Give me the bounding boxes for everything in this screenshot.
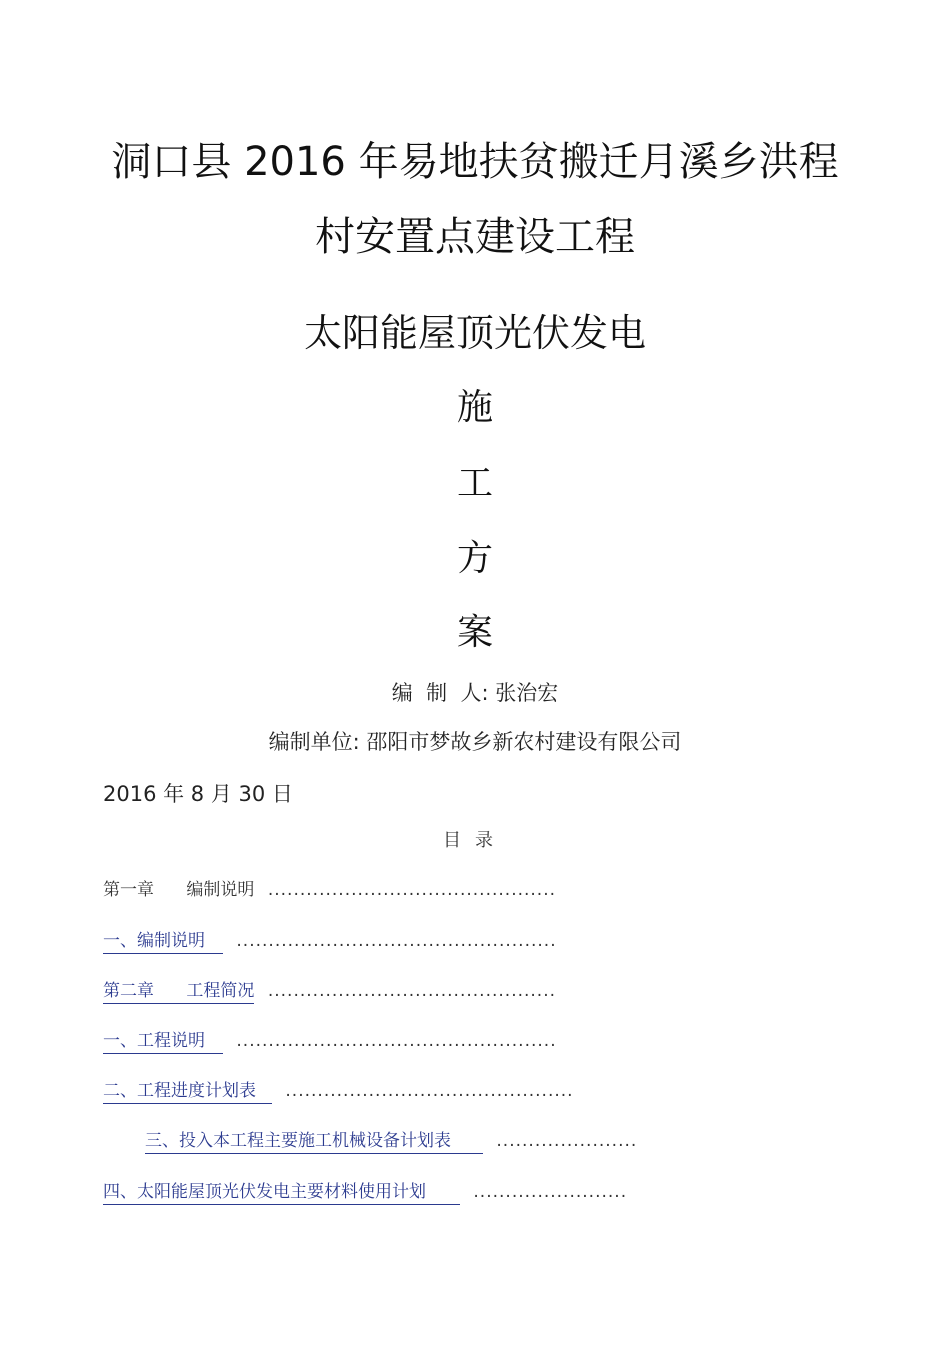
toc-item[interactable] (103, 1029, 557, 1054)
toc-item-link[interactable]: 第二章 工程简况 (103, 979, 254, 1004)
toc-item-dots: .................................................. (236, 931, 557, 951)
unit-label: 编制单位: (268, 730, 360, 754)
toc-item-link[interactable]: 四、太阳能屋顶光伏发电主要材料使用计划 (103, 1180, 460, 1205)
toc-item-dots: .................................................. (236, 1031, 557, 1051)
toc-item[interactable] (103, 979, 556, 1004)
document-date: 2016 年 8 月 30 日 (103, 782, 293, 806)
toc-item-link[interactable]: 一、编制说明 (103, 929, 223, 954)
author-label: 编 制 人: (391, 681, 489, 705)
unit-line (0, 728, 950, 756)
author-line (0, 679, 950, 707)
toc-item-dots: ...................... (496, 1131, 638, 1151)
toc-item-link[interactable]: 二、工程进度计划表 (103, 1079, 272, 1104)
toc-item-dots: ............................................. (267, 981, 557, 1001)
document-title-line-2: 村安置点建设工程 (315, 214, 635, 260)
toc-item-link[interactable]: 一、工程说明 (103, 1029, 223, 1054)
toc-item[interactable] (145, 1129, 637, 1154)
vertical-char-4: 案 (456, 612, 493, 653)
toc-title: 目录 (443, 830, 507, 851)
toc-item[interactable] (103, 929, 557, 954)
author-name: 张治宏 (495, 681, 559, 705)
vertical-char-1: 施 (456, 387, 493, 428)
toc-item-link[interactable]: 三、投入本工程主要施工机械设备计划表 (145, 1129, 483, 1154)
vertical-char-3: 方 (456, 538, 493, 579)
document-title-line-1: 洞口县 2016 年易地扶贫搬迁月溪乡洪程 (111, 139, 839, 185)
toc-item[interactable] (103, 878, 556, 902)
toc-item-label: 第一章 编制说明 (103, 880, 255, 900)
toc-item-dots: ........................ (473, 1182, 628, 1202)
toc-item[interactable] (103, 1180, 627, 1205)
toc-item-dots: ............................................. (285, 1081, 574, 1101)
vertical-char-2: 工 (456, 463, 493, 504)
toc-item[interactable] (103, 1079, 574, 1104)
toc-item-dots: ............................................. (267, 880, 557, 900)
unit-name: 邵阳市梦故乡新农村建设有限公司 (366, 730, 682, 754)
document-subtitle: 太阳能屋顶光伏发电 (303, 311, 646, 355)
